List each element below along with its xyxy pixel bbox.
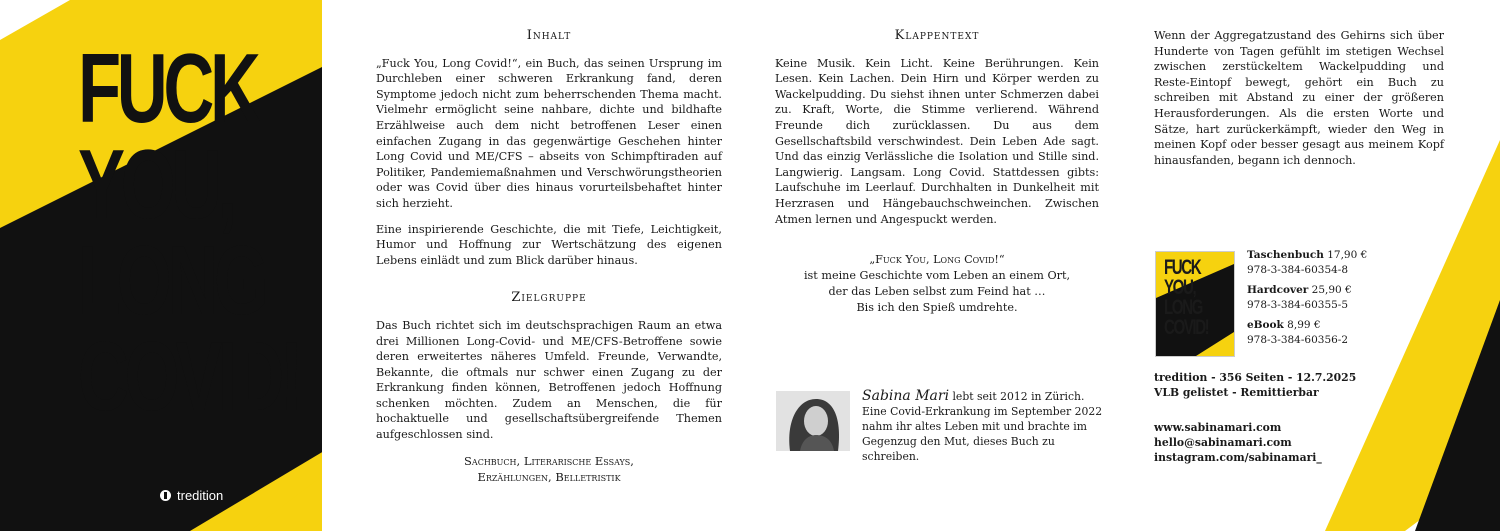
- mini-cover-line: YOU,: [1164, 276, 1196, 299]
- edition-label: eBook: [1247, 319, 1284, 331]
- cover-title-line: YOU,: [78, 129, 234, 239]
- meta-line-1: tredition - 356 Seiten - 12.7.2025: [1154, 371, 1357, 384]
- edition-isbn: 978-3-384-60355-5: [1247, 298, 1349, 311]
- website-link[interactable]: www.sabinamari.com: [1154, 421, 1282, 434]
- email-link[interactable]: hello@sabinamari.com: [1154, 436, 1292, 449]
- author-text: [862, 389, 1112, 464]
- book-cover: [0, 0, 376, 531]
- klappentext-heading: Klappentext: [894, 28, 980, 43]
- edition-price: 17,90 €: [1323, 249, 1368, 261]
- quote-line-1: „Fuck You, Long Covid!“: [869, 253, 1005, 266]
- contact-info: [1154, 420, 1322, 465]
- inhalt-column: [376, 28, 722, 485]
- quote-line-4: Bis ich den Spieß umdrehte.: [856, 301, 1018, 314]
- publication-meta: [1154, 371, 1356, 400]
- tredition-logo-icon: [160, 490, 171, 501]
- edition-item: [1247, 318, 1387, 347]
- right-column: [1154, 28, 1444, 178]
- cover-title-line: LONG: [78, 225, 265, 335]
- edition-price: 8,99 €: [1283, 319, 1321, 331]
- edition-list: [1247, 248, 1387, 353]
- author-portrait-icon: [776, 391, 850, 451]
- cover-title-line: COVID!: [78, 321, 300, 431]
- author-name: Sabina Mari: [862, 388, 950, 404]
- author-bio-text: lebt seit 2012 in Zürich. Eine Covid-Erkrankung im September 2022 nahm ihr altes Leben mit und brachte im Gegenzug den Mut, dieses Buch zu schreiben.: [862, 390, 1103, 463]
- book-quote: [775, 252, 1099, 316]
- mini-cover-line: LONG: [1164, 296, 1202, 319]
- klappentext-paragraph: Keine Musik. Kein Licht. Keine Berührungen. Kein Lesen. Kein Lachen. Dein Hirn und Körper werden zu Wackelpudding. Du siehst ihnen unter Schmerzen dabei zu. Kraft, Worte, die Stimme verlierend. Während Freunde dich zurücklassen. Du aus dem Gesellschaftsbild verschwindest. Dein Leben Ade sagt. Und das einzig Verlässliche die Isolation und Stille sind. Langwierig. Langsam. Long Covid. Stattdessen gibts: Laufschuhe im Leerlauf. Durchhalten in Dunkelheit mit Herzrasen und Hängebauchschweinchen. Zwischen Atmen lernen und Angespuckt werden.: [775, 56, 1099, 226]
- edition-isbn: 978-3-384-60354-8: [1247, 263, 1349, 276]
- cover-title: [78, 33, 300, 431]
- edition-label: Taschenbuch: [1247, 249, 1324, 261]
- edition-isbn: 978-3-384-60356-2: [1247, 333, 1349, 346]
- mini-cover-line: FUCK: [1164, 256, 1201, 279]
- cover-title-line: FUCK: [78, 33, 257, 143]
- quote-line-2: ist meine Geschichte vom Leben an einem Ort,: [803, 269, 1071, 282]
- inhalt-heading: Inhalt: [526, 28, 572, 43]
- genre-line-1: Sachbuch, Literarische Essays,: [464, 453, 634, 468]
- instagram-link[interactable]: instagram.com/sabinamari_: [1154, 451, 1322, 464]
- book-spine: [322, 0, 376, 531]
- zielgruppe-paragraph: Das Buch richtet sich im deutschsprachigen Raum an etwa drei Millionen Long-Covid- und ME/CFS-Betroffene sowie deren erweitertes näheres Umfeld. Freunde, Verwandte, Bekannte, die oftmals nur schwer einen Zugang zu der Erkrankung finden können, Betroffenen jedoch Hoffnung schenken möchten. Zudem an Menschen, die für hochaktuelle und gesellschaftsübergreifende Themen aufgeschlossen sind.: [376, 318, 722, 442]
- inhalt-paragraph-1: „Fuck You, Long Covid!“, ein Buch, das seinen Ursprung im Durchleben einer schweren Erkrankung fand, deren Symptome jedoch nicht zum beherrschenden Thema macht. Vielmehr ermöglicht seine nahbare, dichte und bildhafte Erzählweise auch dem nicht betroffenen Leser einen einfachen Zugang in das gegenwärtige Geschehen hinter Long Covid und ME/CFS – abseits von Schimpftiraden auf Politiker, Pandemiemaßnahmen und Verschwörungstheorien oder was Covid über dies hinaus vorurteilsbehaftet hinter sich herzieht.: [376, 56, 722, 210]
- mini-cover-title: [1164, 258, 1208, 338]
- author-bio: [776, 388, 1106, 463]
- edition-item: [1247, 283, 1387, 312]
- edition-item: [1247, 248, 1387, 277]
- edition-price: 25,90 €: [1308, 284, 1352, 296]
- author-photo: [776, 391, 850, 451]
- genre-list: [376, 453, 722, 485]
- klappentext-column: [775, 28, 1099, 237]
- mini-cover-line: COVID!: [1164, 316, 1209, 339]
- mini-book-cover: [1155, 251, 1235, 357]
- publisher-name: tredition: [177, 488, 224, 503]
- right-paragraph: Wenn der Aggregatzustand des Gehirns sich über Hunderte von Tagen gefühlt im stetigen Wechsel zwischen zerstückeltem Wackelpudding und Reste-Eintopf bewegt, gehört ein Buch zu schreiben mit Abstand zu einer der größeren Herausforderungen. Als die ersten Worte und Sätze, hart zurückerkämpft, wieder den Weg in meinen Kopf oder besser gesagt aus meinem Kopf hinausfanden, begann ich dennoch.: [1154, 29, 1444, 167]
- genre-line-2: Erzählungen, Belletristik: [477, 469, 621, 484]
- meta-line-2: VLB gelistet - Remittierbar: [1154, 385, 1319, 399]
- inhalt-paragraph-2: Eine inspirierende Geschichte, die mit Tiefe, Leichtigkeit, Humor und Hoffnung zur Wertschätzung des eigenen Lebens einlädt und zum Blick darüber hinaus.: [376, 222, 722, 267]
- edition-label: Hardcover: [1247, 284, 1309, 296]
- publisher-logo: [160, 488, 223, 503]
- quote-line-3: der das Leben selbst zum Feind hat …: [828, 285, 1046, 298]
- zielgruppe-heading: Zielgruppe: [511, 290, 587, 306]
